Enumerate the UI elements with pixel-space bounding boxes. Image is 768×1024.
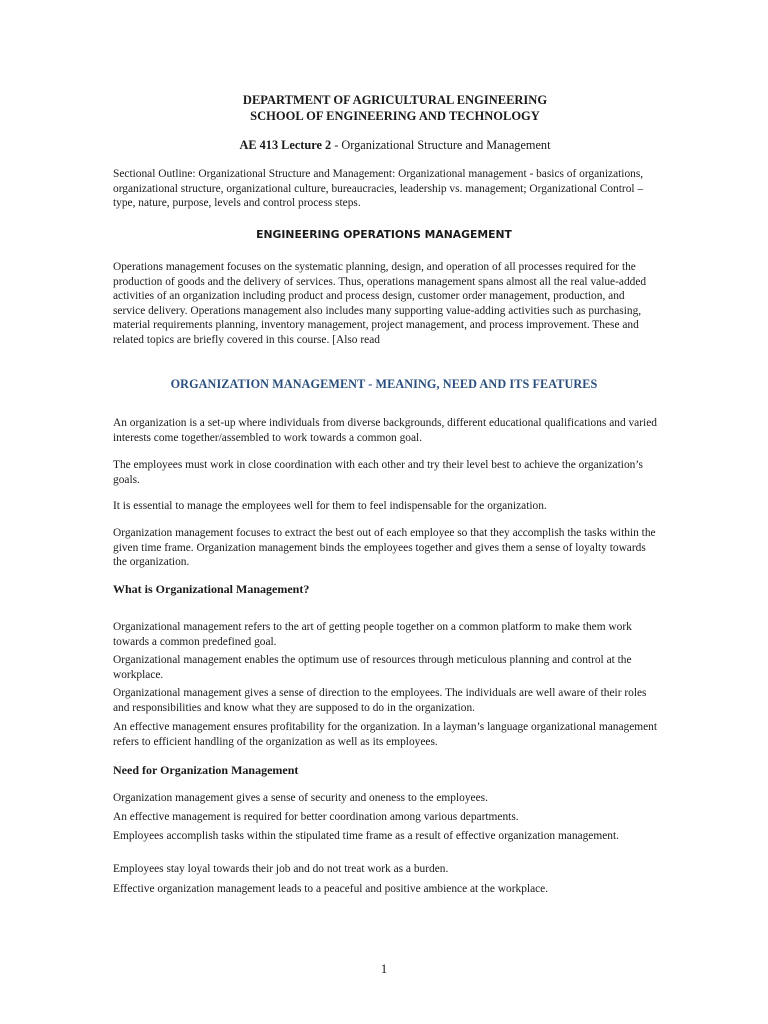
need-paragraph-1: Organization management gives a sense of security and oneness to the employees. xyxy=(113,792,488,804)
subheading-what-is: What is Organizational Management? xyxy=(113,582,310,596)
what-paragraph-4: An effective management ensures profitability for the organization. In a layman’s language organizational management refers to efficient handling of the organization as well as its employees. xyxy=(113,721,658,748)
lecture-code: AE 413 Lecture 2 xyxy=(239,138,332,152)
lecture-topic: - Organizational Structure and Management xyxy=(331,138,551,152)
section-heading-organization: ORGANIZATION MANAGEMENT - MEANING, NEED AND ITS FEATURES xyxy=(170,377,598,391)
need-paragraph-5: Effective organization management leads to a peaceful and positive ambience at the workplace. xyxy=(113,883,549,895)
school-title: SCHOOL OF ENGINEERING AND TECHNOLOGY xyxy=(250,108,540,123)
what-paragraph-2: Organizational management enables the optimum use of resources through meticulous planning and control at the workplace. xyxy=(113,654,632,681)
document-header xyxy=(100,93,690,124)
need-paragraph-2: An effective management is required for better coordination among various departments. xyxy=(113,811,519,823)
org-paragraph-4: Organization management focuses to extract the best out of each employee so that they accomplish the tasks within the given time frame. Organization management binds the employees together and gives them a sense of loyalty towards the organization. xyxy=(113,527,656,568)
subheading-need: Need for Organization Management xyxy=(113,763,299,777)
need-paragraph-3: Employees accomplish tasks within the stipulated time frame as a result of effective organization management. xyxy=(113,830,619,842)
page-number: 1 xyxy=(380,961,388,976)
org-paragraph-1: An organization is a set-up where individuals from diverse backgrounds, different educational qualifications and varied interests come together/assembled to work towards a common goal. xyxy=(113,417,657,444)
lecture-title xyxy=(100,138,690,153)
org-paragraph-2: The employees must work in close coordination with each other and try their level best to achieve the organization’s goals. xyxy=(113,459,643,486)
sectional-outline: Sectional Outline: Organizational Structure and Management: Organizational management - basics of organizations, organizational structure, organizational culture, bureaucracies, leadership vs. management; Organizational Control – type, nature, purpose, levels and control process steps. xyxy=(113,168,644,209)
what-paragraph-3: Organizational management gives a sense of direction to the employees. The individuals are well aware of their roles and responsibilities and know what they are supposed to do in the organization. xyxy=(113,687,647,714)
section-heading-operations: ENGINEERING OPERATIONS MANAGEMENT xyxy=(256,228,512,241)
department-title: DEPARTMENT OF AGRICULTURAL ENGINEERING xyxy=(242,93,548,107)
operations-paragraph: Operations management focuses on the systematic planning, design, and operation of all processes required for the production of goods and the delivery of services. Thus, operations management spans almost all the real value-added activities of an organization including product and process design, customer order management, production, and service delivery. Operations management also includes many supporting value-adding activities such as purchasing, material requirements planning, inventory management, project management, and process improvement. These and related topics are briefly covered in this course. [Also read xyxy=(113,261,647,346)
what-paragraph-1: Organizational management refers to the art of getting people together on a common platform to make them work towards a common predefined goal. xyxy=(113,621,632,648)
org-paragraph-3: It is essential to manage the employees well for them to feel indispensable for the organization. xyxy=(113,500,547,512)
need-paragraph-4: Employees stay loyal towards their job and do not treat work as a burden. xyxy=(113,863,449,875)
